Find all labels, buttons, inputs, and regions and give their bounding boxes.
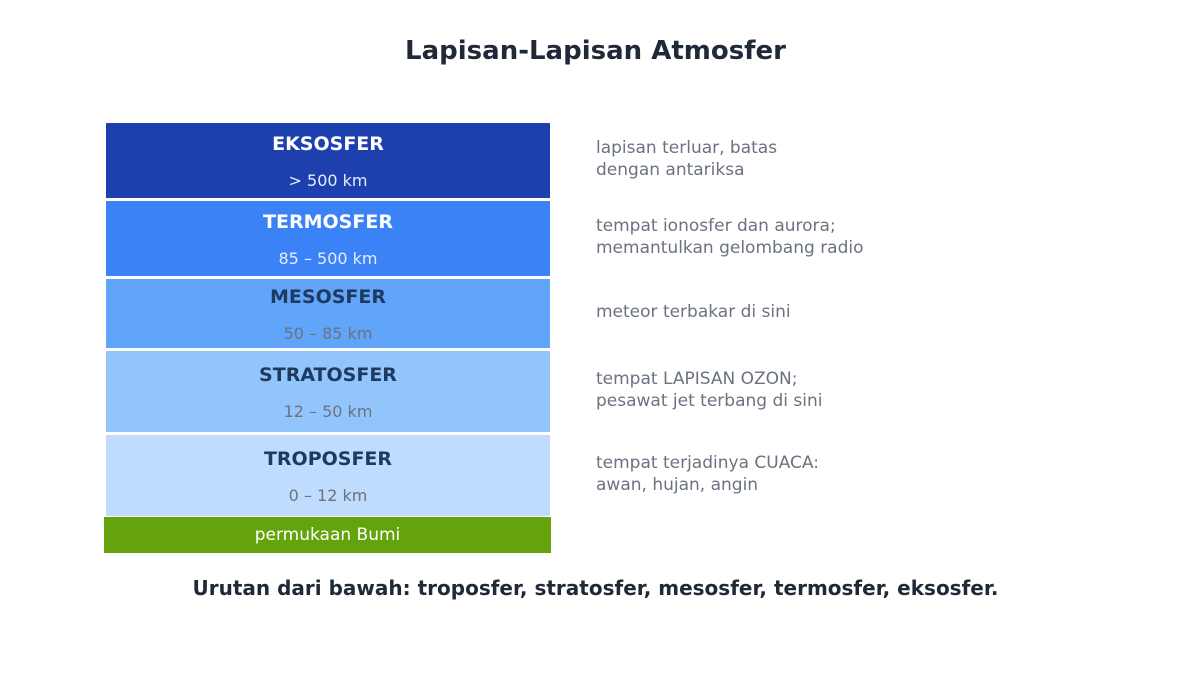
layer-name: TERMOSFER [263, 211, 393, 233]
layer-name: STRATOSFER [259, 364, 397, 386]
description-line: tempat terjadinya CUACA: [596, 453, 819, 473]
layer-name: EKSOSFER [272, 133, 384, 155]
layer-range: 50 – 85 km [283, 324, 373, 343]
earth-surface: permukaan Bumi [104, 517, 551, 553]
layer-description-eksosfer [596, 137, 1156, 181]
diagram-title: Lapisan-Lapisan Atmosfer [405, 36, 786, 66]
summary-text: Urutan dari bawah: troposfer, stratosfer, mesosfer, termosfer, eksosfer. [192, 576, 999, 600]
description-line: pesawat jet terbang di sini [596, 391, 823, 411]
description-line: dengan antariksa [596, 160, 745, 180]
layer-range: 0 – 12 km [288, 486, 368, 505]
layer-mesosfer [106, 279, 550, 348]
layer-description-troposfer [596, 452, 1156, 496]
layer-range: 12 – 50 km [283, 402, 373, 421]
layer-name: TROPOSFER [263, 448, 393, 470]
layer-range: > 500 km [288, 171, 368, 190]
layer-termosfer [106, 201, 550, 276]
layer-description-stratosfer [596, 368, 1156, 412]
description-line: tempat ionosfer dan aurora; [596, 216, 836, 236]
layer-troposfer [106, 435, 550, 516]
layer-range: 85 – 500 km [278, 249, 378, 268]
description-line: tempat LAPISAN OZON; [596, 369, 798, 389]
layer-name: MESOSFER [270, 286, 386, 308]
layer-description-termosfer [596, 215, 1156, 259]
layer-description-mesosfer [596, 301, 1156, 323]
layer-stratosfer [106, 351, 550, 432]
layer-eksosfer [106, 123, 550, 198]
description-line: memantulkan gelombang radio [596, 238, 864, 258]
description-line: awan, hujan, angin [596, 475, 759, 495]
description-line: lapisan terluar, batas [596, 138, 778, 158]
description-line: meteor terbakar di sini [596, 302, 791, 322]
